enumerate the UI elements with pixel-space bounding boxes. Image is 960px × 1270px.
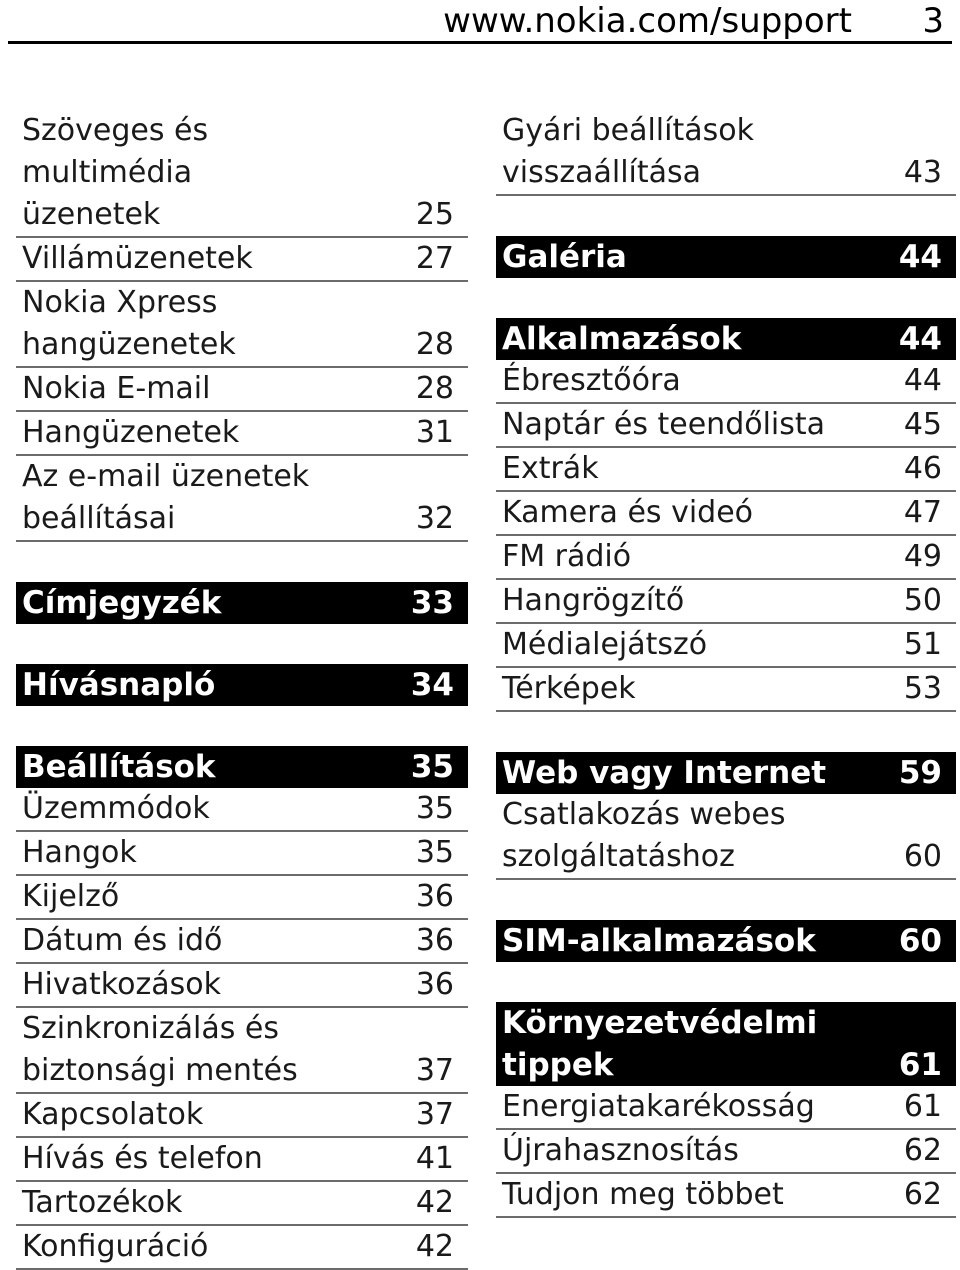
page-ref: 36 xyxy=(415,923,454,958)
toc-entry[interactable] xyxy=(16,1138,468,1182)
toc-entry[interactable] xyxy=(496,492,956,536)
toc-entry[interactable] xyxy=(16,788,468,832)
entry-title: Térképek xyxy=(502,671,636,706)
toc-section-heading[interactable] xyxy=(496,752,956,794)
toc-entry[interactable] xyxy=(496,794,956,880)
toc-entry[interactable] xyxy=(496,624,956,668)
toc-section-heading[interactable] xyxy=(496,1002,956,1086)
entry-title: FM rádió xyxy=(502,539,632,574)
page-number: 3 xyxy=(922,1,944,41)
entry-title: Hívás és telefon xyxy=(22,1141,263,1176)
page-ref: 59 xyxy=(898,755,942,791)
entry-title: Médialejátszó xyxy=(502,627,708,662)
entry-title: Hivatkozások xyxy=(22,967,221,1002)
toc-entry[interactable] xyxy=(16,368,468,412)
entry-title: Hangok xyxy=(22,835,137,870)
page-ref: 36 xyxy=(415,879,454,914)
entry-title: Gyári beállítások visszaállítása xyxy=(502,113,754,190)
toc-entry[interactable] xyxy=(496,360,956,404)
entry-title: Energiatakarékosság xyxy=(502,1089,815,1124)
header-rule xyxy=(8,41,952,44)
entry-title: Tartozékok xyxy=(22,1185,183,1220)
entry-title: Konfiguráció xyxy=(22,1229,209,1264)
toc-section-heading[interactable] xyxy=(496,920,956,962)
entry-title: Kamera és videó xyxy=(502,495,754,530)
toc-entry[interactable] xyxy=(16,238,468,282)
section-title: Címjegyzék xyxy=(22,585,222,621)
page-ref: 62 xyxy=(903,1177,942,1212)
section-title: Web vagy Internet xyxy=(502,755,827,791)
toc-entry[interactable] xyxy=(16,282,468,368)
page-ref: 50 xyxy=(903,583,942,618)
entry-title: Szinkronizálás és biztonsági mentés xyxy=(22,1011,298,1088)
toc-entry[interactable] xyxy=(16,110,468,238)
toc-entry[interactable] xyxy=(16,1182,468,1226)
page-ref: 51 xyxy=(903,627,942,662)
toc-entry[interactable] xyxy=(16,1094,468,1138)
toc-entry[interactable] xyxy=(16,1226,468,1270)
entry-title: Nokia Xpress hangüzenetek xyxy=(22,285,236,362)
entry-title: Az e-mail üzenetek beállításai xyxy=(22,459,310,536)
toc-entry[interactable] xyxy=(496,668,956,712)
entry-title: Csatlakozás webes szolgáltatáshoz xyxy=(502,797,786,874)
page-ref: 41 xyxy=(415,1141,454,1176)
page-ref: 35 xyxy=(415,835,454,870)
toc-entry[interactable] xyxy=(496,404,956,448)
page-ref: 60 xyxy=(903,839,942,874)
toc-left-column xyxy=(16,110,468,1270)
entry-title: Extrák xyxy=(502,451,599,486)
entry-title: Üzemmódok xyxy=(22,791,210,826)
page-ref: 43 xyxy=(903,155,942,190)
page-ref: 28 xyxy=(415,327,454,362)
entry-title: Tudjon meg többet xyxy=(502,1177,784,1212)
entry-title: Hangrögzítő xyxy=(502,583,685,618)
entry-title: Szöveges és multimédia üzenetek xyxy=(22,113,209,232)
toc-section-heading[interactable] xyxy=(496,236,956,278)
toc-entry[interactable] xyxy=(496,110,956,196)
entry-title: Ébresztőóra xyxy=(502,363,681,398)
entry-title: Dátum és idő xyxy=(22,923,223,958)
page-ref: 27 xyxy=(415,241,454,276)
page-ref: 37 xyxy=(415,1053,454,1088)
page-ref: 46 xyxy=(903,451,942,486)
toc-entry[interactable] xyxy=(496,580,956,624)
page-ref: 49 xyxy=(903,539,942,574)
toc-entry[interactable] xyxy=(496,1130,956,1174)
section-title: Alkalmazások xyxy=(502,321,742,357)
page-ref: 45 xyxy=(903,407,942,442)
entry-title: Kijelző xyxy=(22,879,120,914)
toc-entry[interactable] xyxy=(16,964,468,1008)
page-ref: 35 xyxy=(415,791,454,826)
toc-entry[interactable] xyxy=(496,1174,956,1218)
page-header xyxy=(0,0,960,42)
section-title: Környezetvédelmi tippek xyxy=(502,1005,818,1083)
page-ref: 25 xyxy=(415,197,454,232)
entry-title: Újrahasznosítás xyxy=(502,1133,739,1168)
page-ref: 44 xyxy=(898,321,942,357)
toc-entry[interactable] xyxy=(16,1008,468,1094)
entry-title: Villámüzenetek xyxy=(22,241,253,276)
page-ref: 47 xyxy=(903,495,942,530)
page-ref: 44 xyxy=(903,363,942,398)
entry-title: Naptár és teendőlista xyxy=(502,407,826,442)
toc-entry[interactable] xyxy=(496,448,956,492)
entry-title: Nokia E-mail xyxy=(22,371,211,406)
toc-entry[interactable] xyxy=(16,876,468,920)
page-ref: 42 xyxy=(415,1185,454,1220)
toc-entry[interactable] xyxy=(16,832,468,876)
section-title: Beállítások xyxy=(22,749,216,785)
entry-title: Kapcsolatok xyxy=(22,1097,204,1132)
page-ref: 31 xyxy=(415,415,454,450)
page-ref: 44 xyxy=(898,239,942,275)
page-ref: 33 xyxy=(410,585,454,621)
section-title: SIM-alkalmazások xyxy=(502,923,816,959)
toc-section-heading[interactable] xyxy=(16,746,468,788)
toc-entry[interactable] xyxy=(16,920,468,964)
page-ref: 37 xyxy=(415,1097,454,1132)
toc-section-heading[interactable] xyxy=(16,582,468,624)
page-ref: 36 xyxy=(415,967,454,1002)
toc-section-heading[interactable] xyxy=(16,664,468,706)
page-ref: 42 xyxy=(415,1229,454,1264)
page-ref: 53 xyxy=(903,671,942,706)
page-ref: 34 xyxy=(410,667,454,703)
page-ref: 60 xyxy=(898,923,942,959)
page-ref: 28 xyxy=(415,371,454,406)
entry-title: Hangüzenetek xyxy=(22,415,240,450)
section-title: Galéria xyxy=(502,239,627,275)
page-ref: 61 xyxy=(903,1089,942,1124)
page-ref: 35 xyxy=(410,749,454,785)
toc-entry[interactable] xyxy=(496,1086,956,1130)
toc-entry[interactable] xyxy=(496,536,956,580)
toc-section-heading[interactable] xyxy=(496,318,956,360)
page-ref: 61 xyxy=(898,1047,942,1083)
page-ref: 32 xyxy=(415,501,454,536)
toc-right-column xyxy=(496,110,956,1218)
support-url[interactable]: www.nokia.com/support xyxy=(443,1,852,41)
toc-entry[interactable] xyxy=(16,412,468,456)
toc-entry[interactable] xyxy=(16,456,468,542)
section-title: Hívásnapló xyxy=(22,667,216,703)
page-ref: 62 xyxy=(903,1133,942,1168)
